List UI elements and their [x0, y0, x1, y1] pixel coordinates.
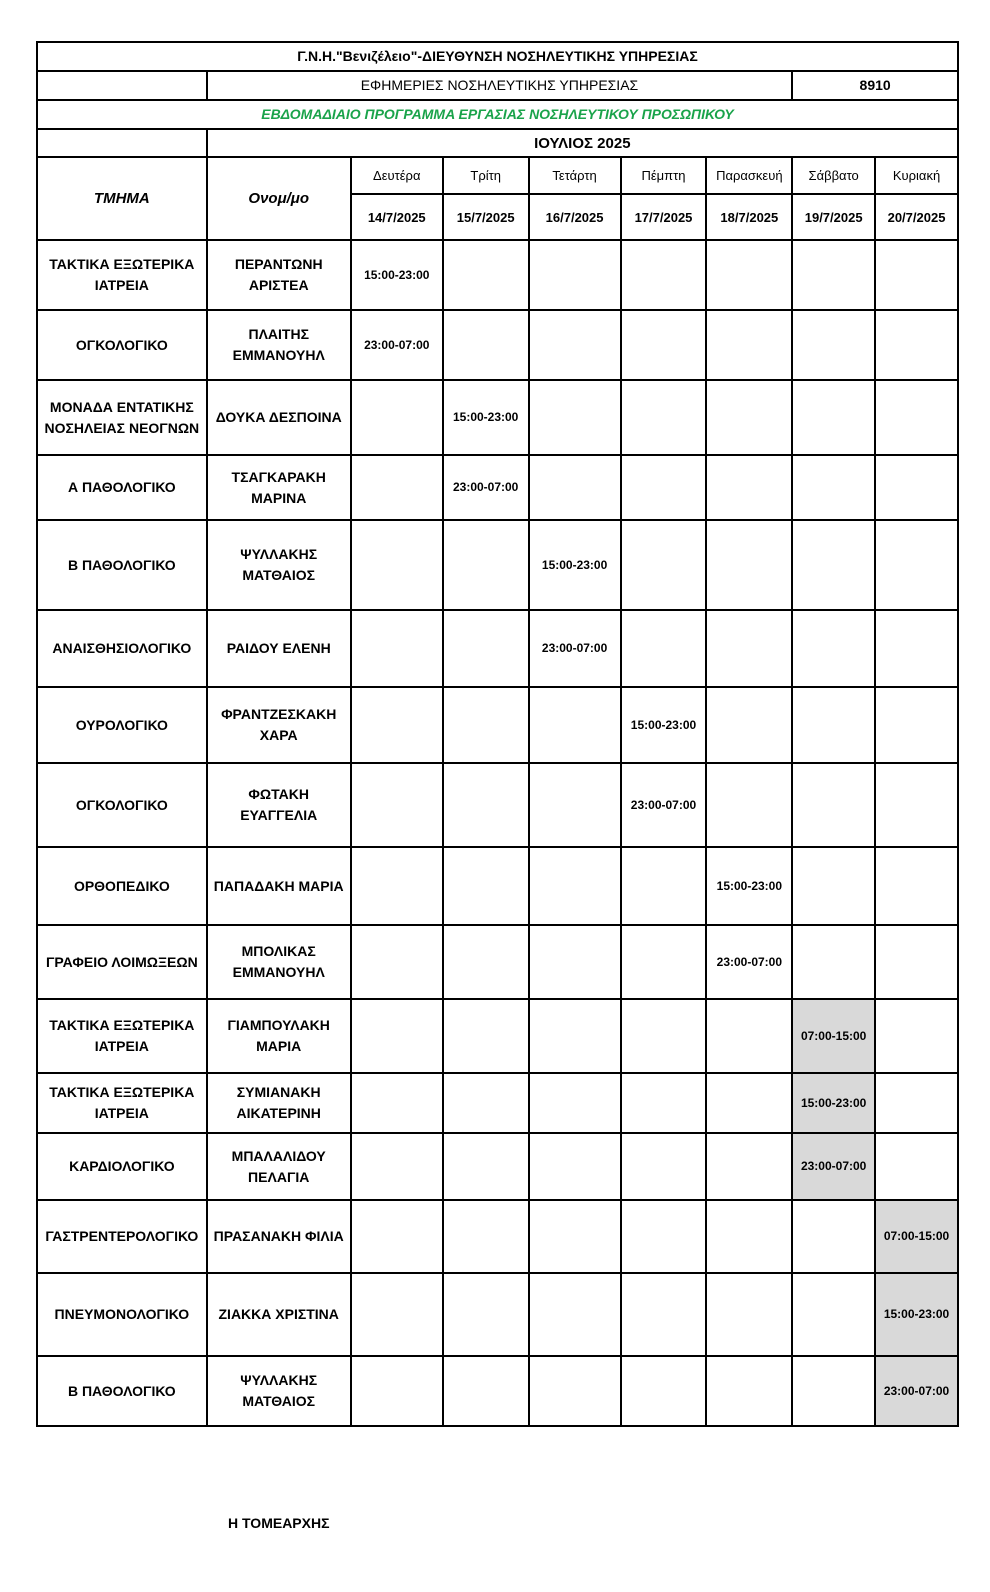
empty-shift-cell [443, 847, 529, 925]
department-cell: ΟΡΘΟΠΕΔΙΚΟ [37, 847, 207, 925]
department-cell: ΠΝΕΥΜΟΝΟΛΟΓΙΚΟ [37, 1273, 207, 1356]
empty-shift-cell [443, 1073, 529, 1133]
department-cell: ΤΑΚΤΙΚΑ ΕΞΩΤΕΡΙΚΑ ΙΑΤΡΕΙΑ [37, 240, 207, 310]
day-header: Παρασκευή [706, 157, 792, 194]
shift-cell: 07:00-15:00 [792, 999, 875, 1073]
name-cell: ΜΠΑΛΑΛΙΔΟΥ ΠΕΛΑΓΙΑ [207, 1133, 351, 1200]
shift-cell: 23:00-07:00 [621, 763, 707, 847]
table-row [37, 380, 958, 455]
empty-shift-cell [529, 380, 621, 455]
empty-shift-cell [443, 687, 529, 763]
date-header: 20/7/2025 [875, 194, 958, 240]
department-cell: ΚΑΡΔΙΟΛΟΓΙΚΟ [37, 1133, 207, 1200]
shift-cell: 15:00-23:00 [529, 520, 621, 610]
empty-shift-cell [443, 1356, 529, 1426]
empty-shift-cell [529, 763, 621, 847]
month-label: ΙΟΥΛΙΟΣ 2025 [207, 129, 958, 157]
empty-shift-cell [621, 1200, 707, 1273]
duty-title: ΕΦΗΜΕΡΙΕΣ ΝΟΣΗΛΕΥΤΙΚΗΣ ΥΠΗΡΕΣΙΑΣ [207, 71, 793, 100]
empty-shift-cell [443, 1273, 529, 1356]
department-cell: Β ΠΑΘΟΛΟΓΙΚΟ [37, 520, 207, 610]
department-cell: ΟΓΚΟΛΟΓΙΚΟ [37, 310, 207, 380]
blank-cell [37, 71, 207, 100]
empty-shift-cell [351, 687, 443, 763]
shift-cell: 23:00-07:00 [706, 925, 792, 999]
empty-shift-cell [351, 1200, 443, 1273]
table-row [37, 763, 958, 847]
day-header: Σάββατο [792, 157, 875, 194]
name-column-header: Ονομ/μο [207, 157, 351, 240]
table-row [37, 240, 958, 310]
empty-shift-cell [351, 380, 443, 455]
empty-shift-cell [792, 847, 875, 925]
empty-shift-cell [621, 1133, 707, 1200]
empty-shift-cell [706, 610, 792, 687]
date-header: 19/7/2025 [792, 194, 875, 240]
table-row [37, 999, 958, 1073]
department-cell: ΟΥΡΟΛΟΓΙΚΟ [37, 687, 207, 763]
empty-shift-cell [706, 240, 792, 310]
empty-shift-cell [351, 1073, 443, 1133]
name-cell: ΜΠΟΛΙΚΑΣ ΕΜΜΑΝΟΥΗΛ [207, 925, 351, 999]
empty-shift-cell [351, 999, 443, 1073]
date-header: 14/7/2025 [351, 194, 443, 240]
table-row [37, 1273, 958, 1356]
empty-shift-cell [706, 1073, 792, 1133]
day-header: Τρίτη [443, 157, 529, 194]
table-row [37, 455, 958, 520]
table-row [37, 847, 958, 925]
empty-shift-cell [792, 763, 875, 847]
empty-shift-cell [351, 1273, 443, 1356]
shift-cell: 15:00-23:00 [706, 847, 792, 925]
table-row [37, 1073, 958, 1133]
shift-cell: 15:00-23:00 [875, 1273, 958, 1356]
shift-cell: 15:00-23:00 [621, 687, 707, 763]
day-header: Πέμπτη [621, 157, 707, 194]
empty-shift-cell [529, 1133, 621, 1200]
empty-shift-cell [351, 847, 443, 925]
empty-shift-cell [529, 925, 621, 999]
empty-shift-cell [351, 1133, 443, 1200]
empty-shift-cell [529, 687, 621, 763]
empty-shift-cell [706, 455, 792, 520]
empty-shift-cell [792, 240, 875, 310]
name-cell: ΦΩΤΑΚΗ ΕΥΑΓΓΕΛΙΑ [207, 763, 351, 847]
table-row [37, 1133, 958, 1200]
empty-shift-cell [443, 1133, 529, 1200]
empty-shift-cell [621, 610, 707, 687]
empty-shift-cell [792, 380, 875, 455]
department-cell: ΤΑΚΤΙΚΑ ΕΞΩΤΕΡΙΚΑ ΙΑΤΡΕΙΑ [37, 1073, 207, 1133]
empty-shift-cell [351, 925, 443, 999]
empty-shift-cell [706, 520, 792, 610]
shift-cell: 23:00-07:00 [443, 455, 529, 520]
name-cell: ΨΥΛΛΑΚΗΣ ΜΑΤΘΑΙΟΣ [207, 520, 351, 610]
empty-shift-cell [621, 1073, 707, 1133]
empty-shift-cell [351, 1356, 443, 1426]
table-row [37, 925, 958, 999]
duty-schedule-table [36, 41, 959, 1427]
empty-shift-cell [621, 520, 707, 610]
empty-shift-cell [351, 610, 443, 687]
empty-shift-cell [443, 610, 529, 687]
empty-shift-cell [875, 310, 958, 380]
empty-shift-cell [792, 455, 875, 520]
department-cell: ΜΟΝΑΔΑ ΕΝΤΑΤΙΚΗΣ ΝΟΣΗΛΕΙΑΣ ΝΕΟΓΝΩΝ [37, 380, 207, 455]
empty-shift-cell [792, 687, 875, 763]
department-cell: ΑΝΑΙΣΘΗΣΙΟΛΟΓΙΚΟ [37, 610, 207, 687]
department-cell: ΤΑΚΤΙΚΑ ΕΞΩΤΕΡΙΚΑ ΙΑΤΡΕΙΑ [37, 999, 207, 1073]
empty-shift-cell [875, 999, 958, 1073]
department-cell: ΟΓΚΟΛΟΓΙΚΟ [37, 763, 207, 847]
empty-shift-cell [529, 1356, 621, 1426]
name-cell: ΤΣΑΓΚΑΡΑΚΗ ΜΑΡΙΝΑ [207, 455, 351, 520]
empty-shift-cell [875, 1133, 958, 1200]
name-cell: ΠΑΠΑΔΑΚΗ ΜΑΡΙΑ [207, 847, 351, 925]
empty-shift-cell [443, 520, 529, 610]
empty-shift-cell [875, 380, 958, 455]
empty-shift-cell [443, 763, 529, 847]
empty-shift-cell [621, 310, 707, 380]
empty-shift-cell [706, 380, 792, 455]
shift-cell: 15:00-23:00 [351, 240, 443, 310]
shift-cell: 23:00-07:00 [875, 1356, 958, 1426]
empty-shift-cell [621, 1273, 707, 1356]
empty-shift-cell [443, 999, 529, 1073]
table-row [37, 687, 958, 763]
empty-shift-cell [792, 1273, 875, 1356]
empty-shift-cell [351, 520, 443, 610]
shift-cell: 23:00-07:00 [529, 610, 621, 687]
shift-cell: 07:00-15:00 [875, 1200, 958, 1273]
empty-shift-cell [792, 520, 875, 610]
empty-shift-cell [706, 1133, 792, 1200]
department-cell: Β ΠΑΘΟΛΟΓΙΚΟ [37, 1356, 207, 1426]
empty-shift-cell [706, 1356, 792, 1426]
empty-shift-cell [706, 763, 792, 847]
empty-shift-cell [529, 847, 621, 925]
empty-shift-cell [706, 310, 792, 380]
date-header: 15/7/2025 [443, 194, 529, 240]
empty-shift-cell [529, 1200, 621, 1273]
name-cell: ΠΡΑΣΑΝΑΚΗ ΦΙΛΙΑ [207, 1200, 351, 1273]
empty-shift-cell [529, 1273, 621, 1356]
department-column-header: ΤΜΗΜΑ [37, 157, 207, 240]
empty-shift-cell [792, 1356, 875, 1426]
empty-shift-cell [706, 1273, 792, 1356]
empty-shift-cell [875, 240, 958, 310]
name-cell: ΡΑΙΔΟΥ ΕΛΕΝΗ [207, 610, 351, 687]
empty-shift-cell [621, 847, 707, 925]
program-title: ΕΒΔΟΜΑΔΙΑΙΟ ΠΡΟΓΡΑΜΜΑ ΕΡΓΑΣΙΑΣ ΝΟΣΗΛΕΥΤΙΚΟΥ ΠΡΟΣΩΠΙΚΟΥ [37, 100, 958, 129]
empty-shift-cell [529, 310, 621, 380]
empty-shift-cell [621, 925, 707, 999]
empty-shift-cell [875, 1073, 958, 1133]
name-cell: ΠΕΡΑΝΤΩΝΗ ΑΡΙΣΤΕΑ [207, 240, 351, 310]
name-cell: ΨΥΛΛΑΚΗΣ ΜΑΤΘΑΙΟΣ [207, 1356, 351, 1426]
signature-label: Η ΤΟΜΕΑΡΧΗΣ [228, 1515, 330, 1531]
empty-shift-cell [443, 310, 529, 380]
empty-shift-cell [351, 455, 443, 520]
date-header: 18/7/2025 [706, 194, 792, 240]
name-cell: ΣΥΜΙΑΝΑΚΗ ΑΙΚΑΤΕΡΙΝΗ [207, 1073, 351, 1133]
department-cell: Α ΠΑΘΟΛΟΓΙΚΟ [37, 455, 207, 520]
empty-shift-cell [875, 847, 958, 925]
date-header: 17/7/2025 [621, 194, 707, 240]
empty-shift-cell [875, 610, 958, 687]
empty-shift-cell [351, 763, 443, 847]
hospital-title: Γ.Ν.Η."Βενιζέλειο"-ΔΙΕΥΘΥΝΣΗ ΝΟΣΗΛΕΥΤΙΚΗΣ ΥΠΗΡΕΣΙΑΣ [37, 42, 958, 71]
empty-shift-cell [875, 925, 958, 999]
department-cell: ΓΑΣΤΡΕΝΤΕΡΟΛΟΓΙΚΟ [37, 1200, 207, 1273]
table-row [37, 1356, 958, 1426]
empty-shift-cell [529, 240, 621, 310]
empty-shift-cell [875, 687, 958, 763]
empty-shift-cell [621, 999, 707, 1073]
empty-shift-cell [443, 925, 529, 999]
table-row [37, 1200, 958, 1273]
empty-shift-cell [875, 455, 958, 520]
schedule-code: 8910 [792, 71, 958, 100]
table-row [37, 610, 958, 687]
empty-shift-cell [792, 1200, 875, 1273]
name-cell: ΦΡΑΝΤΖΕΣΚΑΚΗ ΧΑΡΑ [207, 687, 351, 763]
table-row [37, 520, 958, 610]
day-header: Κυριακή [875, 157, 958, 194]
empty-shift-cell [706, 1200, 792, 1273]
empty-shift-cell [706, 999, 792, 1073]
empty-shift-cell [621, 380, 707, 455]
empty-shift-cell [621, 240, 707, 310]
empty-shift-cell [792, 925, 875, 999]
empty-shift-cell [529, 1073, 621, 1133]
empty-shift-cell [706, 687, 792, 763]
empty-shift-cell [529, 455, 621, 520]
shift-cell: 23:00-07:00 [351, 310, 443, 380]
name-cell: ΓΙΑΜΠΟΥΛΑΚΗ ΜΑΡΙΑ [207, 999, 351, 1073]
table-row [37, 310, 958, 380]
day-header: Τετάρτη [529, 157, 621, 194]
blank-cell [37, 129, 207, 157]
department-cell: ΓΡΑΦΕΙΟ ΛΟΙΜΩΞΕΩΝ [37, 925, 207, 999]
name-cell: ΠΛΑΙΤΗΣ ΕΜΜΑΝΟΥΗΛ [207, 310, 351, 380]
shift-cell: 15:00-23:00 [443, 380, 529, 455]
empty-shift-cell [443, 1200, 529, 1273]
empty-shift-cell [875, 520, 958, 610]
empty-shift-cell [621, 1356, 707, 1426]
shift-cell: 23:00-07:00 [792, 1133, 875, 1200]
empty-shift-cell [875, 763, 958, 847]
empty-shift-cell [792, 610, 875, 687]
name-cell: ΖΙΑΚΚΑ ΧΡΙΣΤΙΝΑ [207, 1273, 351, 1356]
empty-shift-cell [621, 455, 707, 520]
shift-cell: 15:00-23:00 [792, 1073, 875, 1133]
empty-shift-cell [443, 240, 529, 310]
empty-shift-cell [792, 310, 875, 380]
empty-shift-cell [529, 999, 621, 1073]
date-header: 16/7/2025 [529, 194, 621, 240]
day-header: Δευτέρα [351, 157, 443, 194]
name-cell: ΔΟΥΚΑ ΔΕΣΠΟΙΝΑ [207, 380, 351, 455]
